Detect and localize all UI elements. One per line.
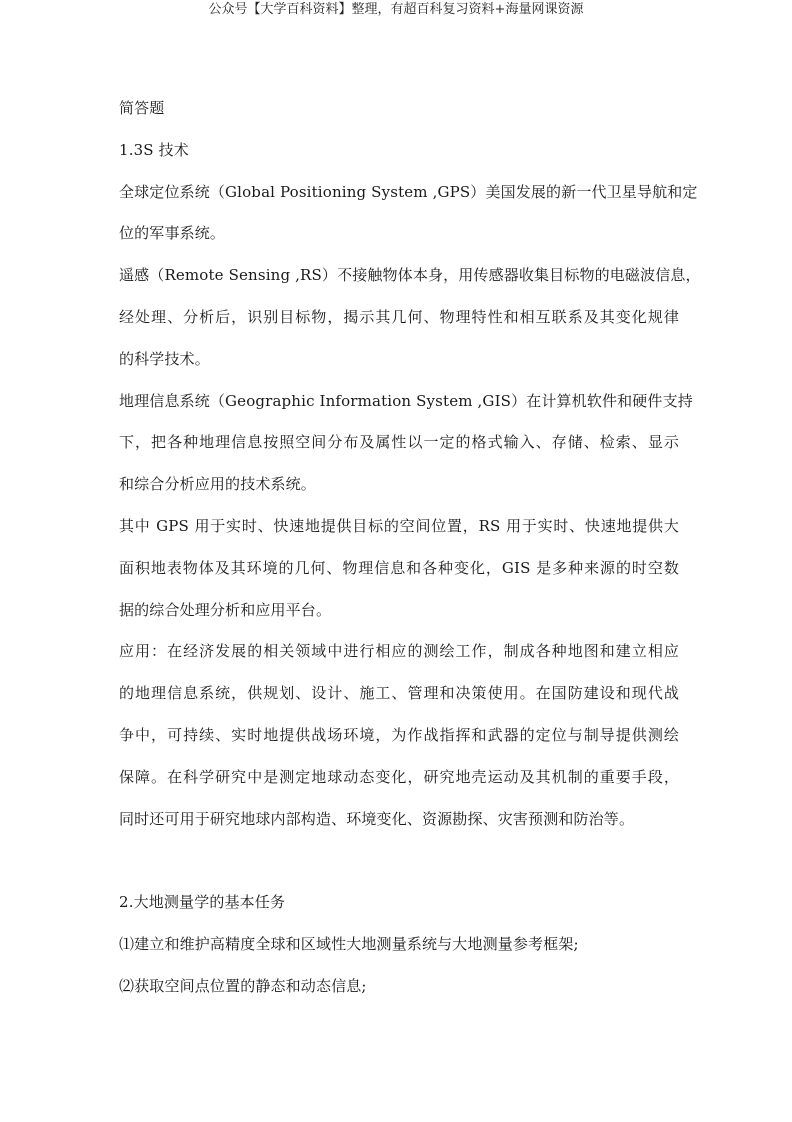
paragraph-line: 经处理、分析后，识别目标物，揭示其几何、物理特性和相互联系及其变化规律 bbox=[119, 307, 679, 326]
paragraph-line: 位的军事系统。 bbox=[119, 224, 226, 243]
paragraph-line: 争中，可持续、实时地提供战场环境，为作战指挥和武器的定位与制导提供测绘 bbox=[119, 725, 679, 744]
paragraph-line: 的科学技术。 bbox=[119, 349, 210, 368]
paragraph-line: 全球定位系统（Global Positioning System ,GPS）美国发展的新一代卫星导航和定 bbox=[119, 182, 698, 201]
paragraph-line: 面积地表物体及其环境的几何、物理信息和各种变化，GIS 是多种来源的时空数 bbox=[119, 558, 679, 577]
document-body bbox=[119, 88, 701, 1008]
heading-short-answer: 简答题 bbox=[119, 99, 165, 117]
paragraph-line: 地理信息系统（Geographic Information System ,GIS）在计算机软件和硬件支持 bbox=[119, 391, 693, 410]
paragraph-line: 和综合分析应用的技术系统。 bbox=[119, 475, 316, 494]
heading-3s-technology: 1.3S 技术 bbox=[119, 140, 189, 159]
list-item: ⑴建立和维护高精度全球和区域性大地测量系统与大地测量参考框架; bbox=[119, 935, 579, 954]
page-header: 公众号【大学百科资料】整理，有超百科复习资料+海量网课资源 bbox=[208, 2, 584, 17]
section-gap bbox=[119, 840, 679, 882]
paragraph-line: 遥感（Remote Sensing ,RS）不接触物体本身，用传感器收集目标物的电磁波信息， bbox=[119, 266, 701, 285]
paragraph-line: 保障。在科学研究中是测定地球动态变化，研究地壳运动及其机制的重要手段， bbox=[119, 767, 679, 786]
paragraph-line: 同时还可用于研究地球内部构造、环境变化、资源勘探、灾害预测和防治等。 bbox=[119, 809, 635, 828]
paragraph-line: 应用：在经济发展的相关领域中进行相应的测绘工作，制成各种地图和建立相应 bbox=[119, 642, 679, 661]
heading-geodesy-tasks: 2.大地测量学的基本任务 bbox=[119, 893, 286, 912]
list-item: ⑵获取空间点位置的静态和动态信息; bbox=[119, 976, 367, 995]
paragraph-line: 的地理信息系统，供规划、设计、施工、管理和决策使用。在国防建设和现代战 bbox=[119, 684, 679, 703]
paragraph-line: 其中 GPS 用于实时、快速地提供目标的空间位置，RS 用于实时、快速地提供大 bbox=[119, 516, 679, 535]
paragraph-line: 据的综合处理分析和应用平台。 bbox=[119, 600, 332, 619]
paragraph-line: 下，把各种地理信息按照空间分布及属性以一定的格式输入、存储、检索、显示 bbox=[119, 433, 679, 452]
